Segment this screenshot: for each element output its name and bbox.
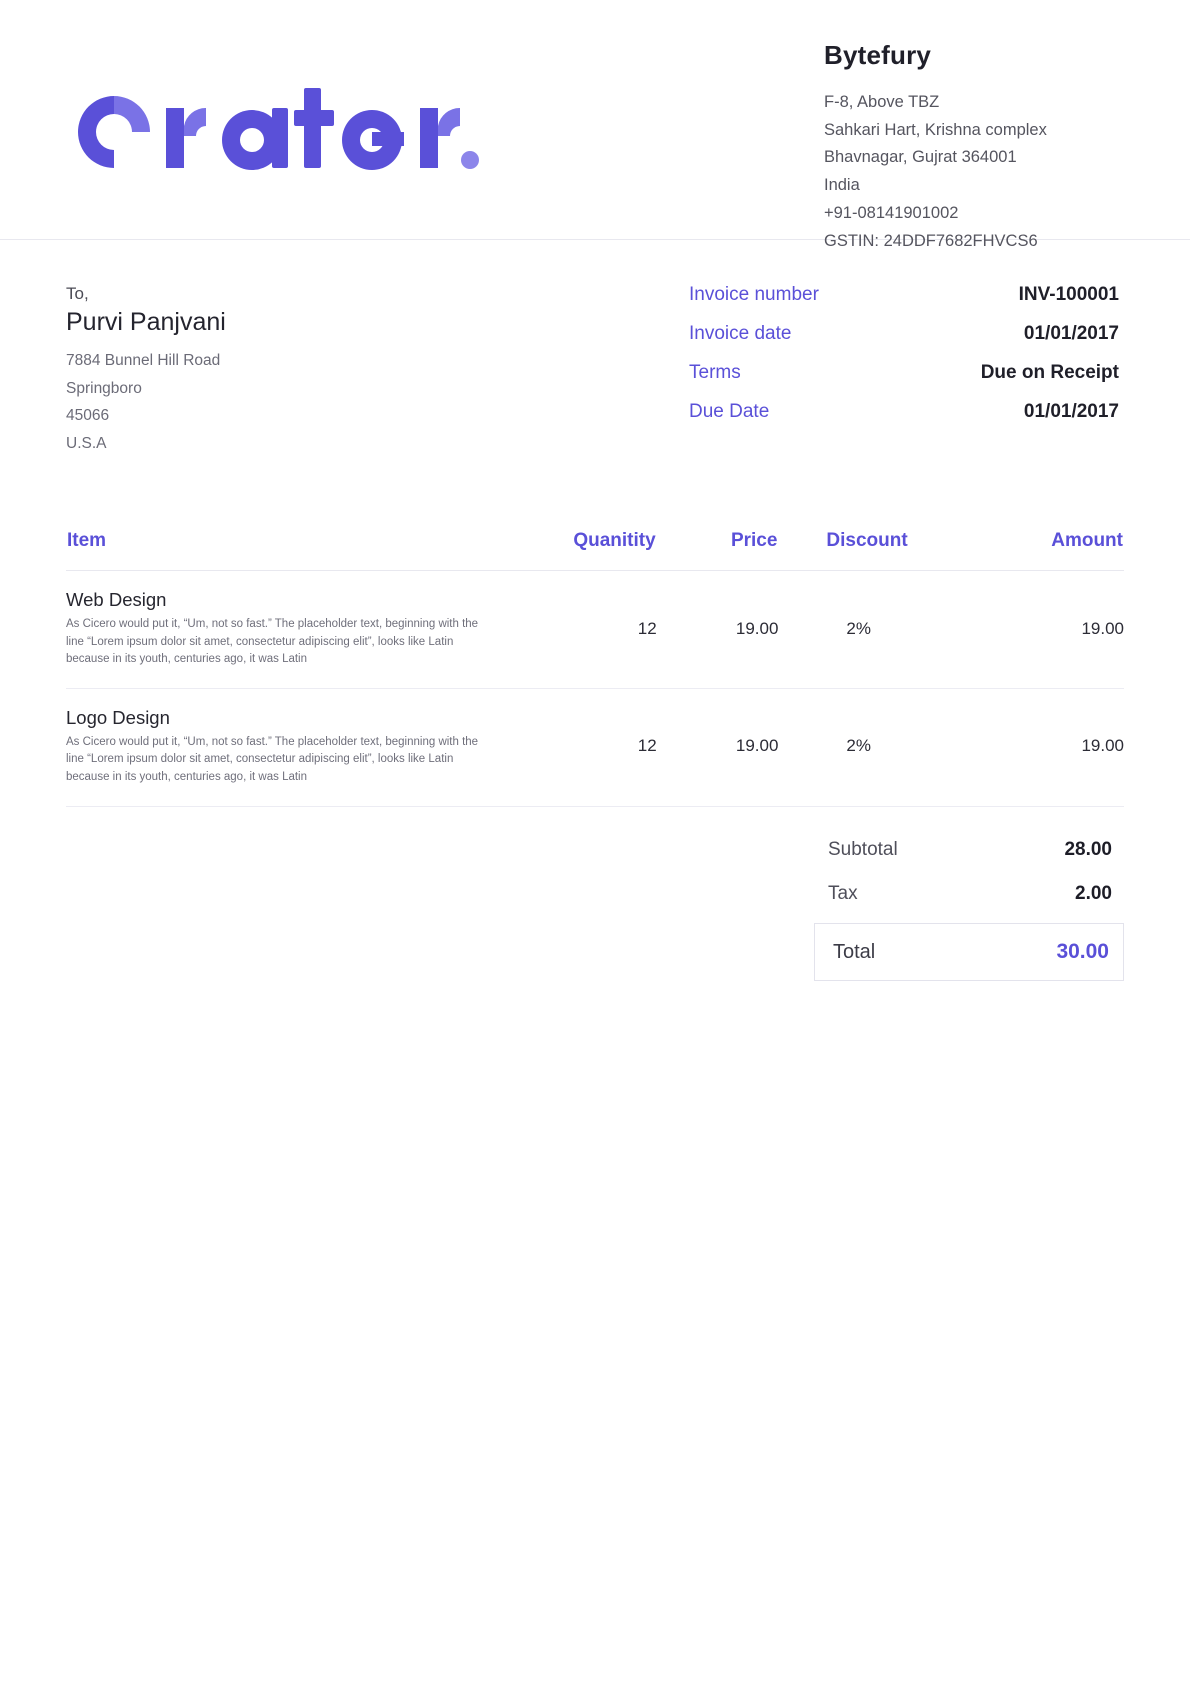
bill-to-label: To, [66,284,89,303]
meta-label-invoice-date: Invoice date [689,323,792,344]
customer-address-line-1: 7884 Bunnel Hill Road [66,352,221,369]
invoice-summary-section [0,240,1190,457]
invoice-meta-block [689,284,1119,457]
tax-label: Tax [828,882,858,904]
meta-label-invoice-number: Invoice number [689,284,819,305]
table-row [66,689,1124,807]
company-address-line-4: India [824,176,860,195]
line-item-amount: 19.00 [982,571,1124,689]
subtotal-label: Subtotal [828,838,898,860]
line-item-name: Web Design [66,589,167,611]
meta-label-terms: Terms [689,362,741,383]
tax-row [814,877,1124,911]
line-item-discount: 2% [778,571,982,689]
customer-address-line-4: U.S.A [66,434,107,452]
meta-row-invoice-number [689,284,1119,306]
line-item-discount: 2% [778,689,982,807]
meta-row-terms [689,362,1119,384]
total-value: 30.00 [1056,939,1109,963]
line-item-price: 19.00 [657,689,779,807]
meta-value-terms: Due on Receipt [980,362,1119,383]
line-items-table [66,529,1124,807]
table-row [66,571,1124,689]
column-header-quantity: Quanitity [535,529,657,571]
line-item-description-cell [66,571,535,689]
column-header-amount: Amount [982,529,1124,571]
company-gstin: GSTIN: 24DDF7682FHVCS6 [824,231,1038,250]
meta-label-due-date: Due Date [689,401,770,422]
meta-row-due-date [689,401,1119,423]
subtotal-value: 28.00 [1064,838,1112,860]
company-address-line-2: Sahkari Hart, Krishna complex [824,120,1047,139]
total-row [814,923,1124,981]
meta-row-invoice-date [689,323,1119,345]
bill-to-block [66,284,566,457]
line-item-description: As Cicero would put it, “Um, not so fast.” The placeholder text, beginning with the line “Lorem ipsum dolor sit amet, consectetur adipiscing elit”, looks like Latin because in its youth, centuries ago, it was Latin [66,736,479,783]
company-details [824,34,1124,255]
company-phone: +91-08141901002 [824,203,959,222]
invoice-header [0,0,1190,250]
meta-value-invoice-number: INV-100001 [1018,284,1119,305]
line-item-name: Logo Design [66,707,170,729]
column-header-discount: Discount [778,529,982,571]
line-item-quantity: 12 [535,571,657,689]
meta-value-invoice-date: 01/01/2017 [1023,323,1119,344]
crater-logo-icon [66,82,498,186]
line-item-quantity: 12 [535,689,657,807]
company-name: Bytefury [824,40,932,70]
company-address-line-1: F-8, Above TBZ [824,93,940,111]
table-header-row [66,529,1124,571]
total-label: Total [833,940,876,963]
line-item-amount: 19.00 [982,689,1124,807]
column-header-price: Price [657,529,779,571]
line-item-price: 19.00 [657,571,779,689]
tax-value: 2.00 [1075,882,1112,904]
line-items-section [0,457,1190,807]
line-item-description-cell [66,689,535,807]
line-item-description: As Cicero would put it, “Um, not so fast.” The placeholder text, beginning with the line “Lorem ipsum dolor sit amet, consectetur adipiscing elit”, looks like Latin because in its youth, centuries ago, it was Latin [66,618,479,665]
customer-name: Purvi Panjvani [66,308,226,336]
brand-logo [66,82,498,186]
meta-value-due-date: 01/01/2017 [1023,401,1119,422]
totals-section [0,807,1190,981]
subtotal-row [814,833,1124,867]
customer-address-line-3: 45066 [66,407,110,425]
customer-address-line-2: Springboro [66,379,142,397]
column-header-item: Item [66,529,535,571]
company-address-line-3: Bhavnagar, Gujrat 364001 [824,148,1017,167]
